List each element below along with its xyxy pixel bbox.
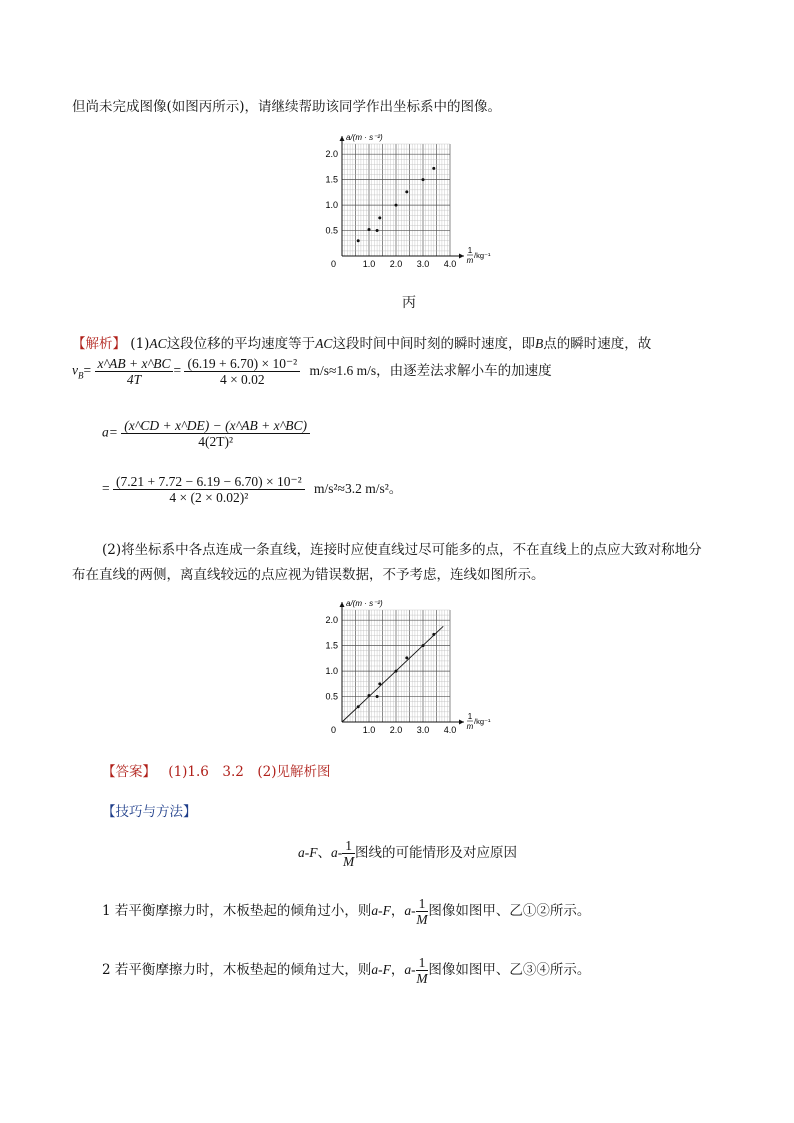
analysis-paragraph-1 — [72, 332, 651, 352]
y-axis-arrow — [340, 136, 345, 141]
chart-grid — [342, 610, 450, 722]
a-fraction-numerator: (x^CD + x^DE) − (x^AB + x^BC) — [121, 418, 310, 434]
x-tick-label: 4.0 — [443, 259, 457, 269]
y-axis-label: a/(m · s⁻²) — [346, 599, 383, 608]
x-tick-label: 3.0 — [416, 259, 430, 269]
tips-item-2 — [102, 955, 590, 986]
vb-fraction-2-denominator: 4 × 0.02 — [219, 372, 265, 387]
a2-fraction — [113, 474, 305, 505]
tips-item-text: 图像如图甲、乙③④所示。 — [428, 962, 591, 978]
tips-item-sep: ， — [390, 962, 405, 978]
y-tick-label: 1.0 — [325, 666, 338, 677]
a-equation-2 — [102, 474, 402, 505]
x-tick-label: 2.0 — [389, 259, 403, 269]
a-equation — [102, 418, 310, 449]
fraction-denominator: M — [416, 912, 428, 927]
var-ac: AC — [149, 336, 167, 351]
tips-item-text: 1 若平衡摩擦力时，木板垫起的倾角过小，则 — [102, 903, 372, 919]
tips-item-aF: a-F — [371, 903, 391, 918]
y-tick-label: 0.5 — [325, 691, 338, 702]
vb-fraction-2 — [184, 356, 300, 387]
vb-result-text: m/s≈1.6 m/s，由逐差法求解小车的加速度 — [309, 362, 552, 378]
chart-grid — [342, 144, 450, 256]
tips-item-1 — [102, 896, 590, 927]
x-axis-arrow — [459, 254, 464, 259]
y-tick-label: 1.5 — [325, 174, 338, 185]
fraction-denominator: M — [416, 971, 428, 986]
x-axis-label-denominator: m — [466, 256, 474, 265]
tips-tag: 【技巧与方法】 — [102, 804, 197, 820]
intro-text: 但尚未完成图像(如图丙所示)，请继续帮助该同学作出坐标系中的图像。 — [72, 99, 502, 115]
data-point — [378, 216, 381, 219]
data-point — [368, 228, 371, 231]
analysis-tag: 【解析】 — [72, 336, 126, 352]
x-axis-label-unit: /kg⁻¹ — [474, 717, 491, 726]
origin-label: 0 — [330, 725, 336, 735]
x-tick-label: 1.0 — [362, 259, 376, 269]
tips-heading-fraction — [342, 838, 355, 869]
data-point — [405, 190, 408, 193]
a2-fraction-denominator: 4 × (2 × 0.02)² — [169, 490, 249, 505]
data-point — [432, 633, 435, 636]
y-tick-label: 1.5 — [325, 640, 338, 651]
x-axis-arrow — [459, 720, 464, 725]
analysis-text: 这段位移的平均速度等于 — [166, 336, 316, 352]
x-tick-label: 3.0 — [416, 725, 430, 735]
analysis-text: 这段时间中间时刻的瞬时速度，即 — [332, 336, 535, 352]
origin-label: 0 — [330, 259, 336, 269]
y-tick-label: 1.0 — [325, 200, 338, 211]
tips-heading-sep: 、 — [317, 845, 331, 861]
chart-bing — [300, 132, 500, 272]
y-axis-label: a/(m · s⁻²) — [346, 133, 383, 142]
equals-sign: = — [102, 480, 110, 496]
tips-item-text: 2 若平衡摩擦力时，木板垫起的倾角过大，则 — [102, 962, 372, 978]
tips-item-sep: ， — [390, 903, 405, 919]
y-tick-label: 2.0 — [325, 149, 338, 160]
data-point — [357, 705, 360, 708]
y-tick-label: 2.0 — [325, 615, 338, 626]
data-point — [376, 229, 379, 232]
data-point — [422, 644, 425, 647]
var-b: B — [534, 336, 544, 351]
x-axis-label-numerator: 1 — [467, 246, 473, 255]
a-fraction-denominator: 4(2T)² — [198, 434, 234, 449]
chart-fit-svg — [300, 598, 500, 738]
chart-caption: 丙 — [402, 295, 416, 311]
vb-fraction-2-numerator: (6.19 + 6.70) × 10⁻² — [184, 356, 300, 372]
y-tick-label: 0.5 — [325, 225, 338, 236]
fraction-numerator: 1 — [416, 896, 429, 912]
data-point — [357, 239, 360, 242]
analysis-paragraph-2-line-1: (2)将坐标系中各点连成一条直线，连接时应使直线过尽可能多的点，不在直线上的点应大致对称地分 — [102, 542, 702, 558]
x-tick-label: 4.0 — [443, 725, 457, 735]
tips-item-a: a- — [404, 903, 416, 918]
fraction-numerator: 1 — [416, 955, 429, 971]
vb-fraction-1 — [95, 356, 174, 387]
chart-fit — [300, 598, 500, 738]
analysis-paragraph-2-line-2: 布在直线的两侧，离直线较远的点应视为错误数据，不予考虑，连线如图所示。 — [72, 567, 545, 583]
tips-item-text: 图像如图甲、乙①②所示。 — [428, 903, 591, 919]
x-axis-label-denominator: m — [466, 722, 474, 731]
vb-fraction-1-numerator: x^AB + x^BC — [95, 356, 174, 372]
tips-heading-aF: a-F — [298, 845, 318, 860]
answer-text: (1)1.6 3.2 (2)见解析图 — [168, 764, 331, 780]
vb-equation — [72, 356, 552, 387]
tips-heading-text: 图线的可能情形及对应原因 — [355, 845, 517, 861]
x-tick-label: 1.0 — [362, 725, 376, 735]
data-point — [405, 656, 408, 659]
x-tick-label: 2.0 — [389, 725, 403, 735]
data-point — [376, 695, 379, 698]
analysis-text: (1) — [130, 336, 150, 352]
var-ac: AC — [315, 336, 333, 351]
data-point — [422, 178, 425, 181]
tips-item-fraction — [416, 896, 429, 927]
equals-sign: = — [173, 362, 182, 378]
data-point — [395, 204, 398, 207]
vb-fraction-1-denominator: 4T — [126, 372, 142, 387]
analysis-text: 点的瞬时速度，故 — [543, 336, 652, 352]
tips-item-fraction — [416, 955, 429, 986]
fraction-denominator: M — [343, 854, 355, 869]
answer-line — [102, 760, 330, 780]
a-lhs: a= — [102, 424, 118, 440]
tips-heading-a: a- — [331, 845, 343, 860]
vb-symbol: v — [72, 362, 78, 378]
equals-sign: = — [83, 362, 92, 378]
fraction-numerator: 1 — [342, 838, 355, 854]
answer-tag: 【答案】 — [102, 764, 156, 780]
tips-item-a: a- — [404, 962, 416, 977]
tips-heading — [298, 838, 517, 869]
vb-subscript: B — [78, 370, 84, 381]
a-fraction — [121, 418, 310, 449]
a2-result-text: m/s²≈3.2 m/s²。 — [314, 480, 403, 496]
data-point — [368, 694, 371, 697]
data-point — [395, 670, 398, 673]
chart-bing-svg — [300, 132, 500, 272]
a2-fraction-numerator: (7.21 + 7.72 − 6.19 − 6.70) × 10⁻² — [113, 474, 305, 490]
x-axis-label-unit: /kg⁻¹ — [474, 251, 491, 260]
y-axis-arrow — [340, 602, 345, 607]
x-axis-label-numerator: 1 — [467, 712, 473, 721]
data-point — [378, 682, 381, 685]
tips-item-aF: a-F — [371, 962, 391, 977]
data-point — [432, 167, 435, 170]
